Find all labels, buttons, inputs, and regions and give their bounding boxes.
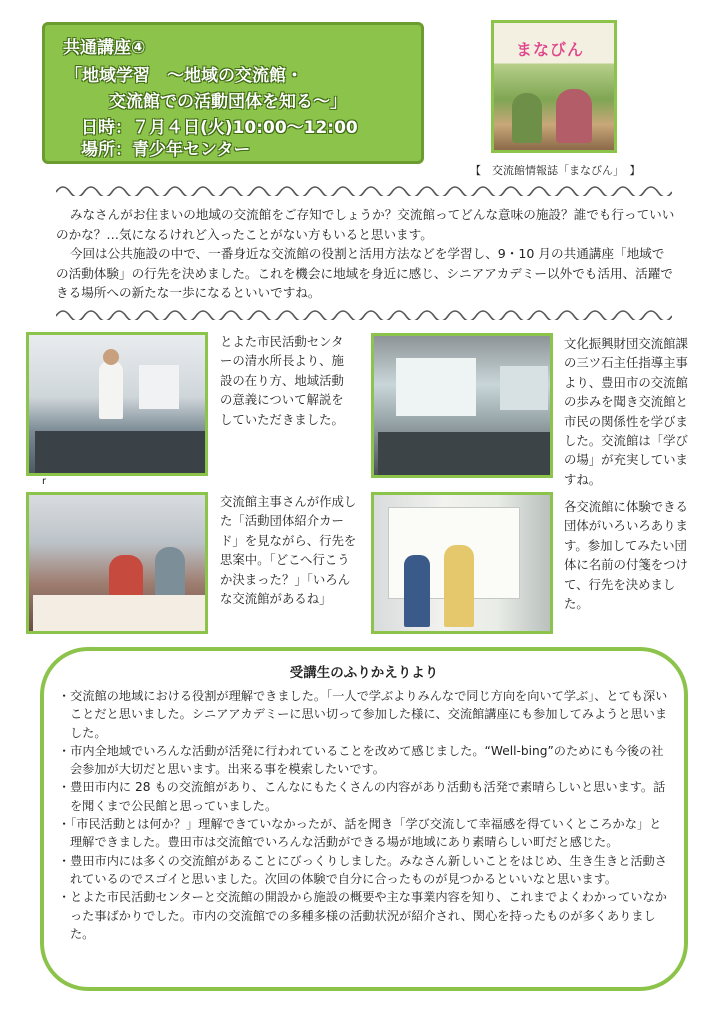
lecture-number: 共通講座④: [63, 38, 146, 58]
feedback-item: ・市内全地域でいろんな活動が活発に行われていることを改めて感じました。“Well-bing”のためにも今後の社会参加が大切だと思います。出来る事を模索したいです。: [58, 743, 664, 777]
magazine-caption: 【 交流館情報誌「まなびん」 】: [470, 164, 641, 177]
wavy-divider-top: [56, 182, 672, 196]
wavy-divider-bottom: [56, 306, 672, 320]
intro-paragraph: 今回は公共施設の中で、一番身近な交流館の役割と活用方法などを学習し、9・10 月の共通講座「地域での活動体験」の行先を決めました。これを機会に地域を身近に感じ、シニアアカデミー以外でも活用、活躍できる場所への新たな一歩になるといいですね。: [56, 246, 673, 300]
feedback-item: ・交流館の地域における役割が理解できました。「一人で学ぶよりみんなで同じ方向を向いて学ぶ」、とても深いことだと思いました。シニアアカデミーに思い切って参加した様に、交流館講座にも参加してみようと思いました。: [58, 689, 668, 740]
photo-participants-discussion: [26, 492, 208, 634]
feedback-title: 受講生のふりかえりより: [289, 665, 439, 681]
feedback-list: [58, 687, 673, 943]
lecture-title-line1: 「地域学習 ～地域の交流館・: [65, 66, 303, 86]
magazine-cover-title: まなびん: [516, 40, 585, 59]
intro-paragraph: みなさんがお住まいの地域の交流館をご存知でしょうか？交流館ってどんな意味の施設？誰でも行っていいのかな？…気になるけれど入ったことがない方もいると思います。: [56, 207, 675, 242]
photo-caption: 文化振興財団交流館課の三ツ石主任指導主事より、豊田市の交流館の歩みを聞き交流館と市民の関係性を学びました。交流館は「学びの場」が充実していますね。: [564, 336, 688, 487]
photo-projector-presentation: [371, 333, 553, 478]
feedback-item: ・豊田市内には多くの交流館があることにびっくりしました。みなさん新しいことをはじめ、生き生きと活動されているのでスゴイと思いました。次回の体験で自分に合ったものが見つかるといいなと思います。: [58, 853, 667, 886]
participant-feedback-box: [40, 647, 688, 991]
photo-caption: 各交流館に体験できる団体がいろいろあります。参加してみたい団体に名前の付箋をつけて、行先を決めました。: [564, 499, 688, 612]
lecture-header-box: [42, 22, 424, 164]
feedback-item: ・豊田市内に 28 もの交流館があり、こんなにもたくさんの内容があり活動も活発で素晴らしいと思います。話を聞くまで公民館と思っていました。: [58, 780, 666, 813]
photo-speaker-lecture: [26, 332, 208, 476]
lecture-datetime: 日時：７月４日(火)10:00～12:00: [81, 118, 358, 138]
photo-sticky-note-board: [371, 492, 553, 634]
feedback-item: ・「市民活動とは何か？」理解できていなかったが、話を聞き「学び交流して幸福感を得ていくところかな」と理解できました。豊田市は交流館でいろんな活動ができる場が地域にあり素晴らしい町だと感じた。: [58, 817, 662, 850]
stray-mark: r: [42, 476, 47, 487]
photo-caption: とよた市民活動センターの清水所長より、施設の在り方、地域活動の意義について解説をしていただきました。: [220, 334, 344, 427]
feedback-item: ・とよた市民活動センターと交流館の開設から施設の概要や主な事業内容を知り、これまでよくわかっていなかった事ばかりでした。市内の交流館での多種多様の活動状況が紹介され、関心を持ったものが多くありました。: [58, 890, 667, 941]
cover-person-figure: [556, 89, 592, 143]
photo-caption: 交流館主事さんが作成した「活動団体紹介カード」を見ながら、行先を思案中。「どこへ行こうか決まった？」「いろんな交流館があるね」: [220, 494, 357, 607]
lecture-venue: 場所：青少年センター: [81, 140, 251, 160]
intro-text: [56, 205, 676, 303]
magazine-cover-image: [491, 20, 617, 153]
cover-person-figure: [512, 93, 542, 143]
lecture-title-line2: 交流館での活動団体を知る～」: [109, 92, 347, 112]
